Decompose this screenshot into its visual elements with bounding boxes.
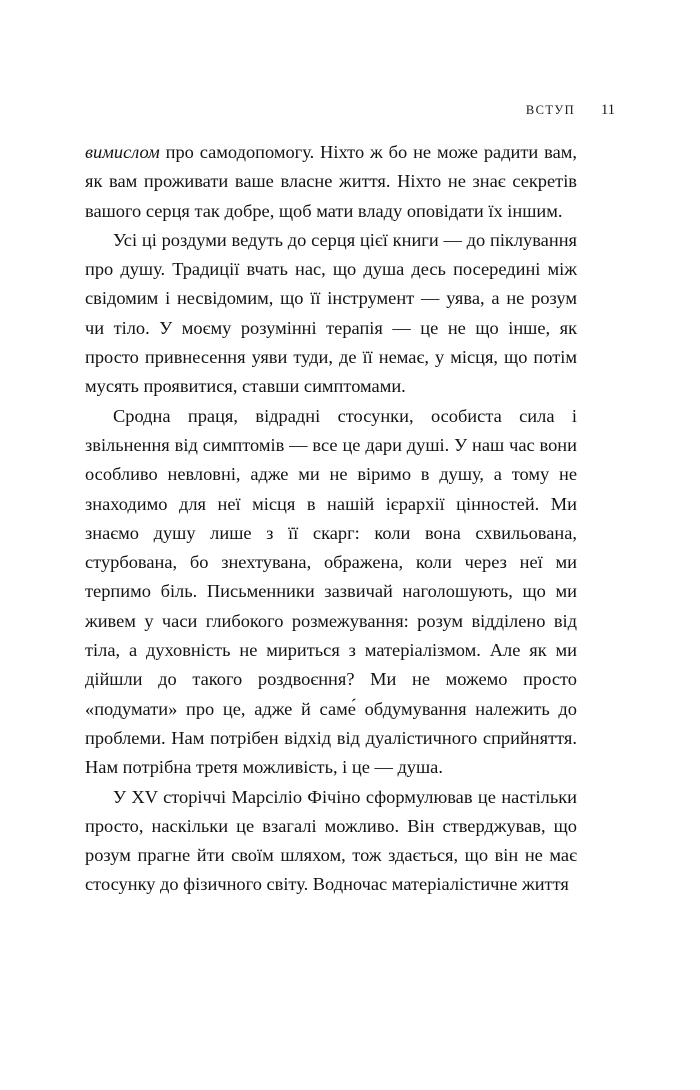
paragraph-3: Сродна праця, відрадні стосунки, особиста сила і звільнення від симптомів — все це дари душі. У наш час вони особливо невловні, адже ми не віримо в душу, а тому не знаходимо для неї місця в нашій ієрархії цінностей. Ми знаємо душу лише з її скарг: коли вона схвильована, стурбована, бо знехтувана, ображена, коли через неї ми терпимо біль. Письменники зазвичай наголошують, що ми живем у часи глибокого розмежування: розум відділено від тіла, а духовність не мириться з матеріалізмом. Але як ми дійшли до такого роздвоєння? Ми не можемо просто «подумати» про це, адже й саме́ обдумування належить до проблеми. Нам потрібен відхід від дуалістичного сприйняття. Нам потрібна третя можливість, і це — душа.	[85, 405, 577, 778]
running-head	[85, 100, 615, 120]
paragraph-1-text: про самодопомогу. Ніхто ж бо не може радити вам, як вам проживати ваше власне життя. Ніхто не знає секретів вашого серця так добре, щоб мати владу оповідати їх іншим.	[85, 142, 577, 221]
paragraph-1-lead-italic: вимислом	[85, 142, 160, 162]
paragraph-4: У XV сторіччі Марсіліо Фічіно сформулював це настільки просто, наскільки це взагалі можливо. Він стверджував, що розум прагне йти своїм шляхом, тож здається, що він не має стосунку до фізичного світу. Водночас матеріалістичне життя	[85, 786, 577, 895]
page-number: 11	[601, 101, 615, 118]
paragraph-2: Усі ці роздуми ведуть до серця цієї книги — до піклування про душу. Традиції вчать нас, що душа десь посередині між свідомим і несвідомим, що її інструмент — уява, а не розум чи тіло. У моєму розумінні терапія — це не що інше, як просто привнесення уяви туди, де її немає, у місця, що потім мусять проявитися, ставши симптомами.	[85, 229, 577, 397]
paragraph-1	[85, 138, 577, 226]
body-text	[85, 138, 577, 900]
running-head-chapter-label: ВСТУП	[525, 102, 576, 117]
